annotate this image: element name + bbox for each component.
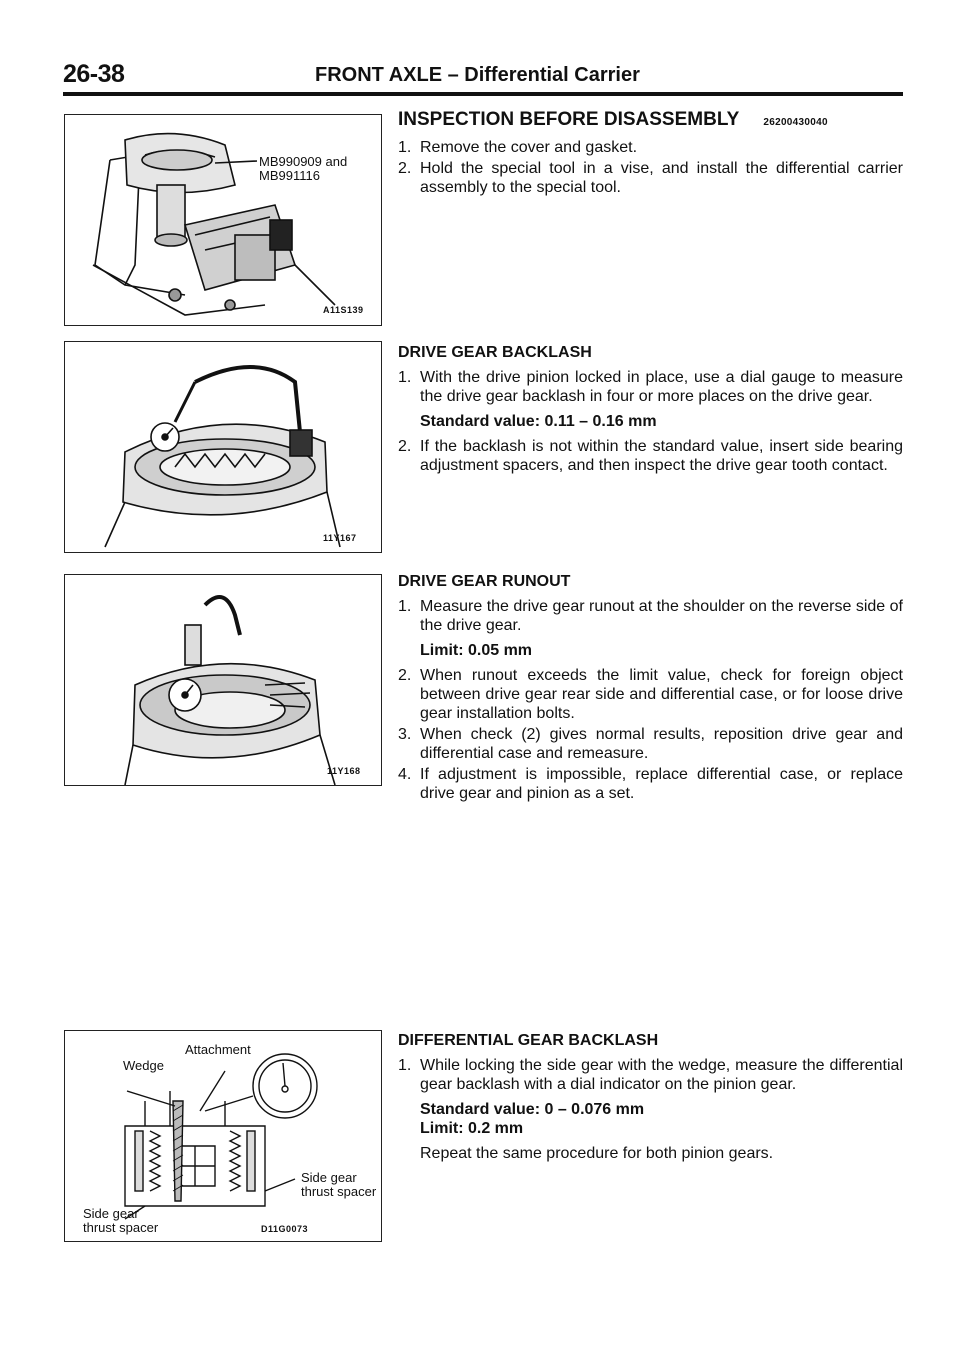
page-header xyxy=(63,60,903,90)
note-text: Repeat the same procedure for both pinion gears. xyxy=(420,1145,774,1162)
list-item xyxy=(398,138,903,157)
list-item xyxy=(398,666,903,723)
list-item xyxy=(398,159,903,197)
standard-value: Standard value: 0.11 – 0.16 mm xyxy=(420,413,657,430)
heading-text: INSPECTION BEFORE DISASSEMBLY xyxy=(398,109,740,130)
limit-value: Limit: 0.05 mm xyxy=(420,642,533,659)
figure-drive-gear-runout xyxy=(64,574,382,786)
list-item xyxy=(398,1056,903,1094)
figure-differential-gear-backlash xyxy=(64,1030,382,1242)
step-text: If the backlash is not within the standard value, insert side bearing adjustment spacers, and then inspect the drive gear tooth contact. xyxy=(420,438,903,474)
standard-value: Standard value: 0 – 0.076 mm xyxy=(420,1101,645,1118)
section-inspection-before-disassembly xyxy=(398,110,903,199)
page-number: 26-38 xyxy=(63,60,125,88)
section-differential-gear-backlash xyxy=(398,1031,903,1163)
list-item xyxy=(398,597,903,635)
label-wedge: Wedge xyxy=(123,1058,164,1073)
step-number: 1. xyxy=(398,139,412,156)
step-number: 1. xyxy=(398,1057,412,1074)
step-text: When check (2) gives normal results, reposition drive gear and differential case and remeasure. xyxy=(420,726,903,762)
figure-code: 11Y167 xyxy=(323,533,357,543)
step-number: 1. xyxy=(398,369,412,386)
section-drive-gear-backlash xyxy=(398,343,903,477)
section-heading: DIFFERENTIAL GEAR BACKLASH xyxy=(398,1032,659,1049)
carrier-on-tool-illustration xyxy=(65,115,382,326)
step-text: Remove the cover and gasket. xyxy=(420,139,638,156)
step-text: Measure the drive gear runout at the shoulder on the reverse side of the drive gear. xyxy=(420,598,903,634)
figure-code: 11Y168 xyxy=(327,766,361,776)
list-item xyxy=(398,368,903,406)
section-heading: DRIVE GEAR RUNOUT xyxy=(398,573,571,590)
list-item xyxy=(398,765,903,803)
step-number: 4. xyxy=(398,766,412,783)
step-number: 2. xyxy=(398,438,412,455)
figure-special-tool xyxy=(64,114,382,326)
figure-drive-gear-backlash xyxy=(64,341,382,553)
step-number: 1. xyxy=(398,598,412,615)
limit-value: Limit: 0.2 mm xyxy=(420,1120,524,1137)
label-side-gear-thrust-spacer-left: Side gear thrust spacer xyxy=(83,1206,159,1235)
section-title: FRONT AXLE – Differential Carrier xyxy=(315,64,640,86)
reference-number: 26200430040 xyxy=(763,117,828,128)
section-drive-gear-runout xyxy=(398,572,903,805)
step-text: If adjustment is impossible, replace differential case, or replace drive gear and pinion as a set. xyxy=(420,766,903,802)
list-item xyxy=(398,725,903,763)
dial-gauge-backlash-illustration xyxy=(65,342,382,553)
dial-gauge-runout-illustration xyxy=(65,575,382,786)
figure-code: A11S139 xyxy=(323,305,364,315)
special-tool-label: MB990909 and MB991116 xyxy=(259,154,348,183)
step-text: With the drive pinion locked in place, use a dial gauge to measure the drive gear backlash in four or more places on the drive gear. xyxy=(420,369,903,405)
step-text: While locking the side gear with the wedge, measure the differential gear backlash with a dial indicator on the pinion gear. xyxy=(420,1057,903,1093)
step-number: 2. xyxy=(398,160,412,177)
step-text: Hold the special tool in a vise, and install the differential carrier assembly to the special tool. xyxy=(420,160,903,196)
section-heading: DRIVE GEAR BACKLASH xyxy=(398,344,592,361)
list-item xyxy=(398,437,903,475)
step-number: 3. xyxy=(398,726,412,743)
label-attachment: Attachment xyxy=(185,1042,251,1057)
step-number: 2. xyxy=(398,667,412,684)
label-side-gear-thrust-spacer-right: Side gear thrust spacer xyxy=(301,1170,377,1199)
step-text: When runout exceeds the limit value, check for foreign object between drive gear rear side and differential case, or for loose drive gear installation bolts. xyxy=(420,667,903,722)
figure-code: D11G0073 xyxy=(261,1224,309,1234)
header-rule xyxy=(63,92,903,96)
section-heading xyxy=(398,110,903,132)
